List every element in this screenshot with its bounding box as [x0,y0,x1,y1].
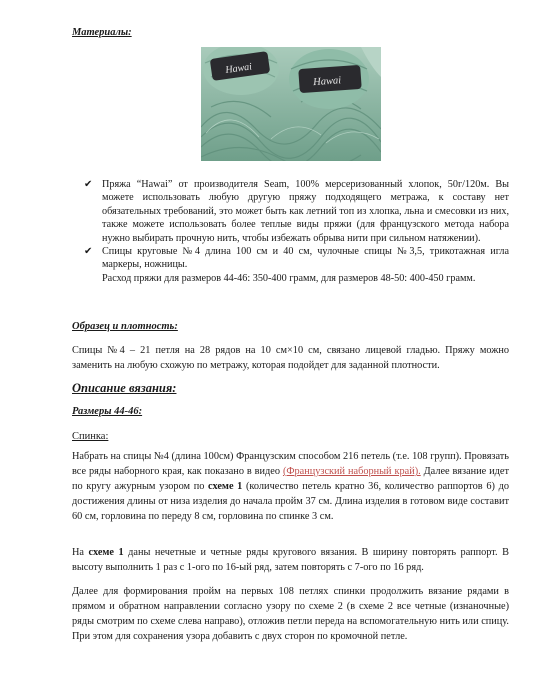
materials-list [72,178,509,285]
svg-text:Hawai: Hawai [312,75,342,89]
yarn-photo [201,47,381,161]
yarn-ball-right [289,49,369,109]
svg-text:Hawai: Hawai [224,61,253,77]
back-paragraph-2: На схеме 1 даны нечетные и четные ряды кругового вязания. В ширину повторять раппорт. В высоту выполнить 1 раз с 1-ого по 16-ый ряд, затем повторять с 7-ого по 16 ряд. [72,547,509,573]
materials-heading: Материалы: [72,27,132,38]
gauge-heading: Образец и плотность: [72,321,178,332]
yarn-consumption: Расход пряжи для размеров 44-46: 350-400 грамм, для размеров 48-50: 400-450 грамм. [102,272,476,284]
back-paragraph-1: Набрать на спицы №4 (длина 100см) Французским способом 216 петель (т.е. 108 групп). Провязать все ряды наборного края, как показано в видео (Французский наборный край). Далее вязание идет по кругу ажурным узором по схеме 1 (количество петель кратно 36, количество раппортов 6) до достижения длины от низа изделия до начала пройм 37 см. Длина изделия в готовом виде составит 60 см, горловина по переду 8 см, горловина по спинке 3 см. [72,451,509,522]
list-item: ✔ Пряжа “Hawai” от производителя Seam, 100% мерсеризованный хлопок, 50г/120м. Вы можете использовать любую другую пряжу подходящего метража, к составу нет обязательных требований, это может быть как летний топ из хлопка, льна и смесовки из них, также можете использовать более теплые виды пряжи (для французского метода набора нужно выбирать прочную нить, чтобы избежать обрыва нити при сильном натяжении). [84,179,509,244]
sizes-heading: Размеры 44-46: [72,406,143,417]
list-item: ✔ Спицы круговые №4 длина 100 см и 40 см, чулочные спицы №3,5, трикотажная игла маркеры, ножницы. [84,246,509,271]
checkmark-icon: ✔ [84,179,93,190]
gauge-text: Спицы №4 – 21 петля на 28 рядов на 10 см×10 см, связано лицевой гладью. Пряжу можно заменить на любую схожую по метражу, которая подойдет для заданной плотности. [72,345,509,371]
checkmark-icon: ✔ [84,246,93,258]
french-cast-on-link[interactable]: (Французский наборный край). [282,466,421,477]
back-heading: Спинка: [72,431,109,442]
description-heading: Описание вязания: [72,381,177,395]
back-paragraph-3: Далее для формирования пройм на первых 108 петлях спинки продолжить вязание рядами в прямом и обратном направлении согласно узору по схеме 2 (в схеме 2 все четные (изнаночные) ряды смотрим по схеме слева направо), отложив петли переда на вспомогательную нить или спицу. При этом для сохранения узора добавить с двух сторон по кромочной петле. [72,586,509,642]
